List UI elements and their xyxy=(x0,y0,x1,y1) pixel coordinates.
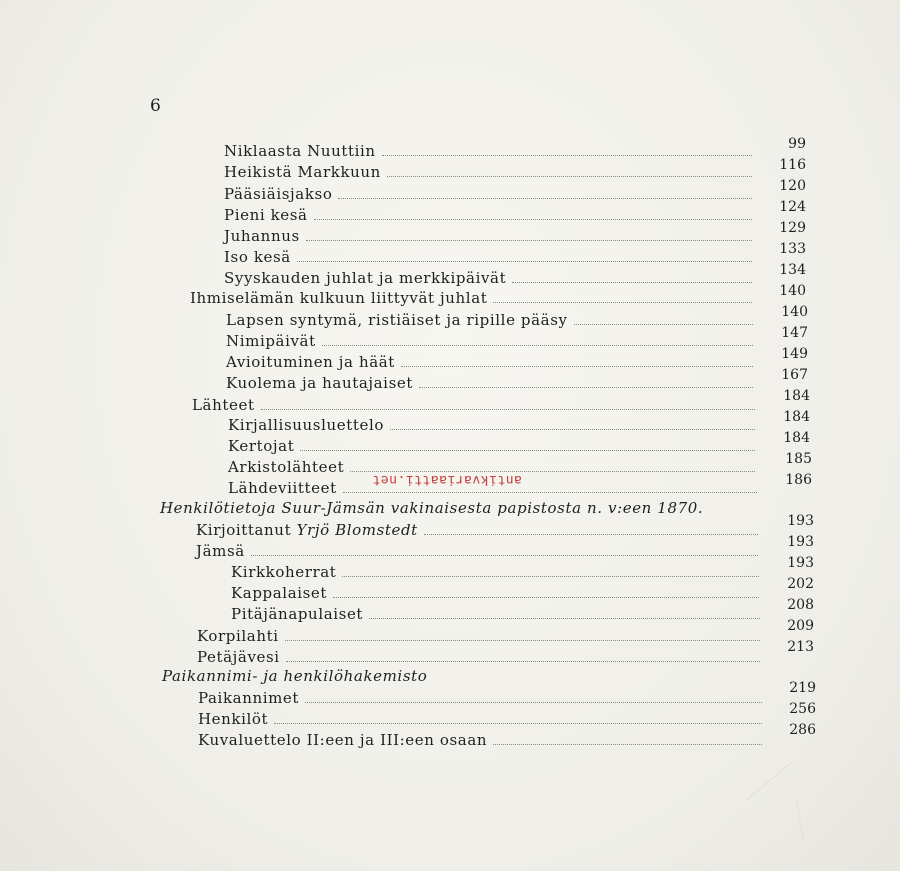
dot-leader xyxy=(493,744,762,745)
toc-entry[interactable] xyxy=(192,396,755,418)
dot-leader xyxy=(382,155,752,156)
toc-entry-page: 185 xyxy=(785,451,812,467)
toc-entry[interactable] xyxy=(196,542,758,564)
toc-entry-title: Syyskauden juhlat ja merkkipäivät xyxy=(224,269,507,287)
toc-entry-page: 184 xyxy=(783,430,810,446)
dot-leader xyxy=(419,387,753,388)
toc-entry[interactable] xyxy=(226,332,753,354)
toc-entry-title: Lähdeviitteet xyxy=(228,479,337,497)
toc-entry-page: 124 xyxy=(779,199,806,215)
toc-entry-page: 202 xyxy=(787,576,814,592)
toc-entry-title: Nimipäivät xyxy=(226,332,316,350)
dot-leader xyxy=(306,240,752,241)
toc-entry[interactable] xyxy=(190,289,752,311)
toc-entry[interactable] xyxy=(224,227,752,249)
toc-entry-page: 129 xyxy=(779,220,806,236)
dot-leader xyxy=(574,324,753,325)
dot-leader xyxy=(338,198,752,199)
toc-entry-title: Kuolema ja hautajaiset xyxy=(226,374,413,392)
dot-leader xyxy=(390,429,755,430)
dot-leader xyxy=(286,661,760,662)
toc-entry-page: 167 xyxy=(781,367,808,383)
toc-entry-page: 120 xyxy=(779,178,806,194)
toc-entry[interactable] xyxy=(226,311,753,333)
toc-entry-title: Henkilöt xyxy=(198,710,269,728)
toc-entry-page: 133 xyxy=(779,241,806,257)
toc-entry-title: Pieni kesä xyxy=(224,206,308,224)
toc-entry[interactable] xyxy=(231,563,759,585)
dot-leader xyxy=(424,534,758,535)
toc-entry-title: Kirjoittanut Yrjö Blomstedt xyxy=(196,521,418,539)
dot-leader xyxy=(322,345,753,346)
toc-entry[interactable] xyxy=(198,689,762,711)
toc-entry[interactable] xyxy=(224,142,752,164)
dot-leader xyxy=(401,366,753,367)
dot-leader xyxy=(387,176,752,177)
toc-entry-page: 193 xyxy=(787,513,814,529)
dot-leader xyxy=(333,597,759,598)
toc-entry-page: 99 xyxy=(788,136,806,152)
watermark-stamp: antikvariaatti.net xyxy=(372,472,522,487)
dot-leader xyxy=(493,302,752,303)
toc-entry-page: 286 xyxy=(789,722,816,738)
page-number: 6 xyxy=(150,96,161,116)
dot-leader xyxy=(342,576,759,577)
toc-entry-title: Pitäjänapulaiset xyxy=(231,605,364,623)
toc-entry-page: 147 xyxy=(781,325,808,341)
toc-entry-title: Niklaasta Nuuttiin xyxy=(224,142,376,160)
toc-entry-page: 209 xyxy=(787,618,814,634)
toc-entry-page: 184 xyxy=(783,409,810,425)
toc-entry[interactable] xyxy=(231,605,760,627)
toc-entry-page: 256 xyxy=(789,701,816,717)
toc-entry-title: Henkilötietoja Suur-Jämsän vakinaisesta papistosta n. v:een 1870. xyxy=(160,499,704,517)
dot-leader xyxy=(297,261,752,262)
dot-leader xyxy=(369,618,760,619)
toc-entry-title: Kuvaluettelo II:een ja III:een osaan xyxy=(198,731,488,749)
toc-entry-title: Arkistolähteet xyxy=(228,458,345,476)
toc-entry-page: 140 xyxy=(781,304,808,320)
toc-entry-title: Lähteet xyxy=(192,396,255,414)
dot-leader xyxy=(251,555,758,556)
toc-entry[interactable] xyxy=(198,731,762,753)
toc-entry-title: Avioituminen ja häät xyxy=(226,353,395,371)
toc-entry-title: Korpilahti xyxy=(197,627,279,645)
dot-leader xyxy=(285,640,760,641)
toc-entry-page: 213 xyxy=(787,639,814,655)
toc-entry[interactable] xyxy=(198,710,762,732)
toc-entry-title: Juhannus xyxy=(224,227,300,245)
dot-leader xyxy=(512,282,752,283)
dot-leader xyxy=(300,450,755,451)
toc-entry[interactable] xyxy=(224,185,752,207)
toc-entry-page: 134 xyxy=(779,262,806,278)
toc-entry-title: Kappalaiset xyxy=(231,584,328,602)
toc-entry-page: 116 xyxy=(779,157,806,173)
toc-entry-title: Petäjävesi xyxy=(197,648,280,666)
toc-entry[interactable] xyxy=(196,521,758,543)
dot-leader xyxy=(343,492,757,493)
dot-leader xyxy=(261,409,755,410)
toc-section-heading[interactable] xyxy=(160,499,760,521)
toc-entry-title: Kirjallisuusluettelo xyxy=(228,416,384,434)
author-name: Yrjö Blomstedt xyxy=(296,521,418,539)
toc-entry-page: 193 xyxy=(787,534,814,550)
toc-entry-title: Paikannimet xyxy=(198,689,300,707)
toc-entry-title: Heikistä Markkuun xyxy=(224,163,381,181)
toc-entry-title: Jämsä xyxy=(196,542,245,560)
toc-entry[interactable] xyxy=(224,163,752,185)
toc-entry-title: Iso kesä xyxy=(224,248,291,266)
toc-entry[interactable] xyxy=(228,437,755,459)
toc-entry[interactable] xyxy=(226,353,753,375)
dot-leader xyxy=(305,702,762,703)
toc-entry-title: Pääsiäisjakso xyxy=(224,185,333,203)
toc-entry[interactable] xyxy=(226,374,753,396)
toc-entry[interactable] xyxy=(224,248,752,270)
toc-entry-title: Lapsen syntymä, ristiäiset ja ripille pääsy xyxy=(226,311,568,329)
dot-leader xyxy=(314,219,752,220)
toc-entry[interactable] xyxy=(197,627,760,649)
dot-leader xyxy=(274,723,762,724)
toc-entry-title: Ihmiselämän kulkuun liittyvät juhlat xyxy=(190,289,488,307)
toc-entry-title: Paikannimi- ja henkilöhakemisto xyxy=(162,667,428,685)
toc-entry-page: 184 xyxy=(783,388,810,404)
toc-section-heading[interactable] xyxy=(162,667,762,689)
toc-entry[interactable] xyxy=(231,584,759,606)
toc-entry[interactable] xyxy=(224,206,752,228)
toc-entry-page: 149 xyxy=(781,346,808,362)
toc-entry-title: Kirkkoherrat xyxy=(231,563,337,581)
toc-entry[interactable] xyxy=(228,416,755,438)
toc-entry-title: Kertojat xyxy=(228,437,295,455)
toc-entry-page: 208 xyxy=(787,597,814,613)
toc-entry-page: 219 xyxy=(789,680,816,696)
toc-entry[interactable] xyxy=(224,269,752,291)
toc-entry-page: 193 xyxy=(787,555,814,571)
toc-entry-page: 186 xyxy=(785,472,812,488)
toc-entry-page: 140 xyxy=(779,283,806,299)
